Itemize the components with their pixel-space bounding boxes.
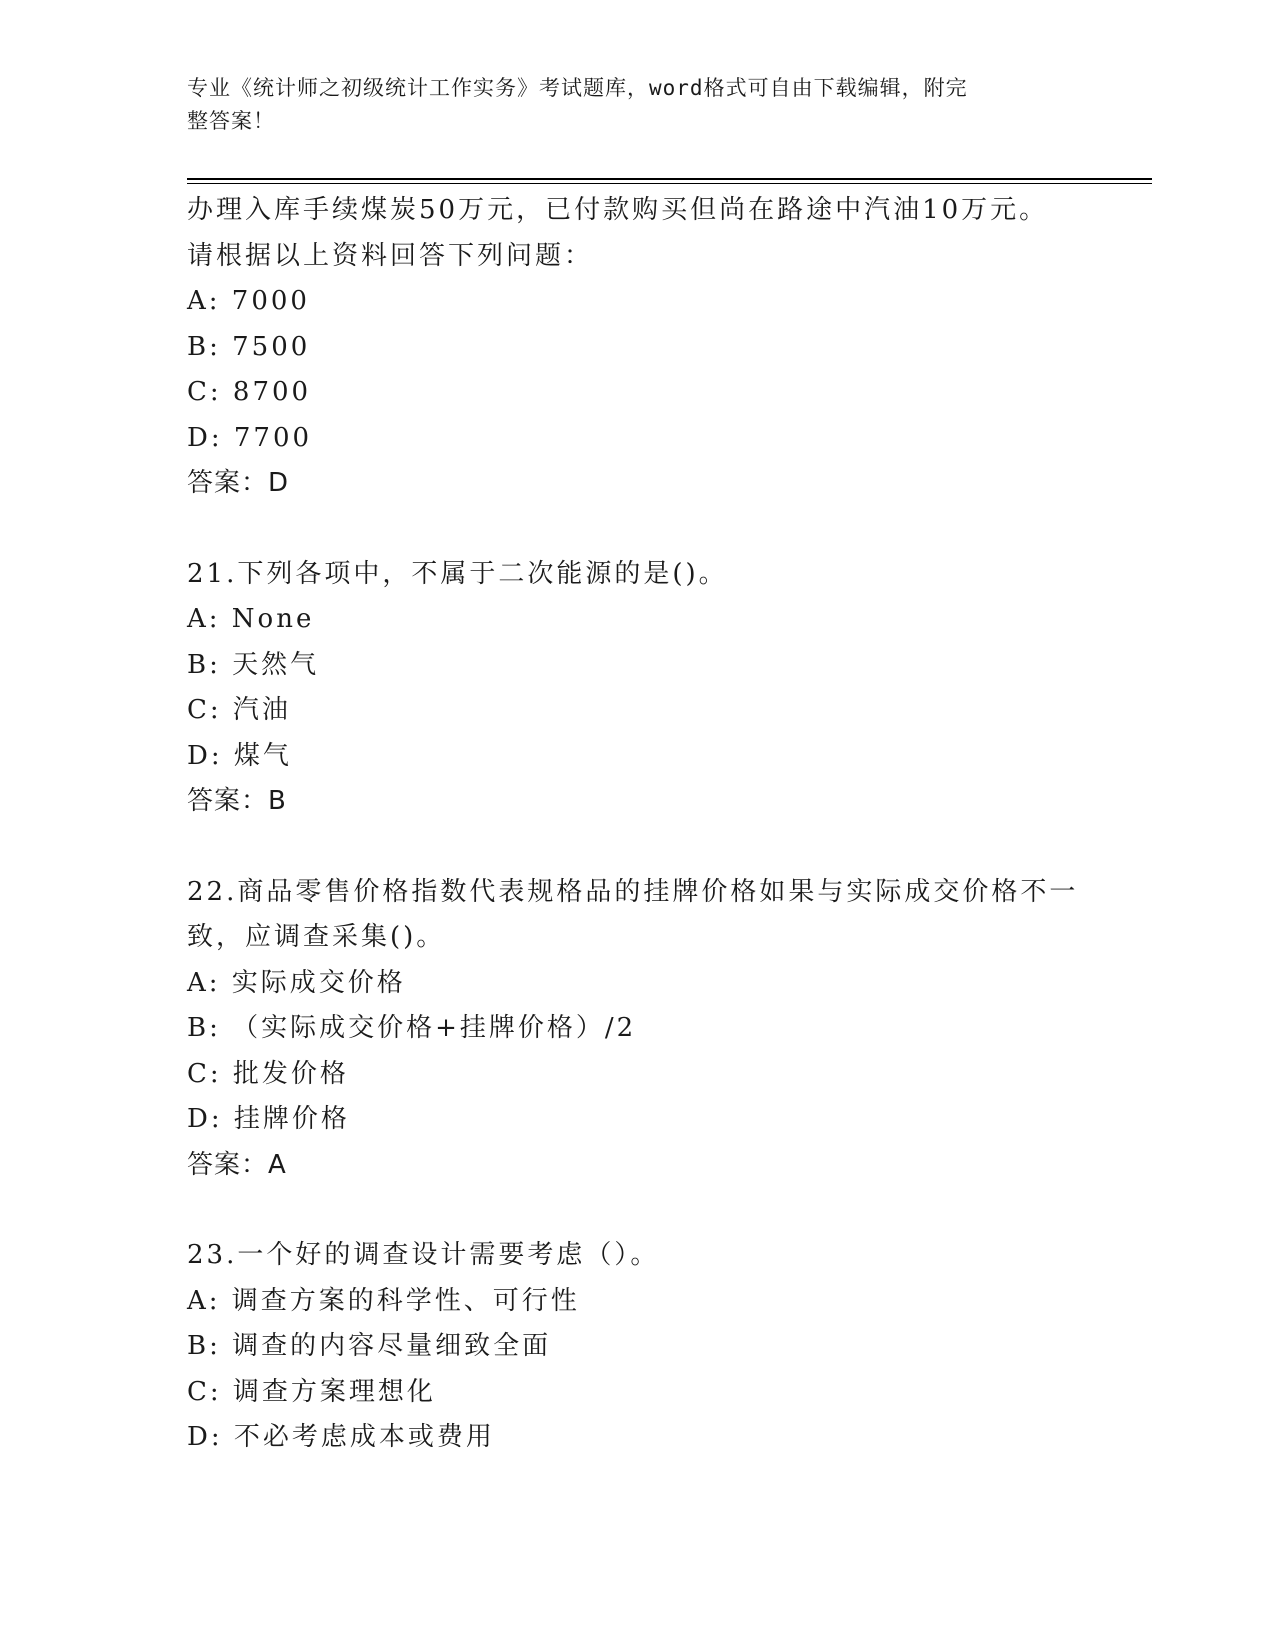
- question-20-option-b: B: 7500: [187, 331, 311, 362]
- question-21-stem: 21.下列各项中，不属于二次能源的是()。: [187, 558, 728, 589]
- spacer: [187, 1188, 1087, 1233]
- question-21-block: [187, 552, 1087, 825]
- question-22-option-a: A: 实际成交价格: [187, 967, 406, 998]
- spacer: [187, 825, 1087, 870]
- question-23-option-a: A: 调查方案的科学性、可行性: [187, 1285, 580, 1316]
- spacer: [187, 507, 1087, 552]
- question-21-answer: 答案：B: [187, 786, 287, 816]
- question-22-option-b: B: （实际成交价格+挂牌价格）/2: [187, 1013, 637, 1043]
- question-22-option-d: D: 挂牌价格: [187, 1104, 350, 1134]
- document-body: [187, 188, 1087, 1461]
- question-23-option-c: C: 调查方案理想化: [187, 1376, 436, 1407]
- document-header: [187, 72, 1067, 138]
- intro-text-line-1: 办理入库手续煤炭50万元，已付款购买但尚在路途中汽油10万元。: [187, 195, 1049, 225]
- question-21-option-b: B: 天然气: [187, 649, 320, 680]
- question-20-answer: 答案：D: [187, 468, 290, 498]
- header-title-line-1: 专业《统计师之初级统计工作实务》考试题库，word格式可自由下载编辑，附完: [187, 76, 968, 100]
- question-22-block: [187, 870, 1087, 1189]
- question-21-option-c: C: 汽油: [187, 695, 291, 725]
- question-22-answer: 答案：A: [187, 1149, 287, 1180]
- question-23-option-b: B: 调查的内容尽量细致全面: [187, 1331, 552, 1361]
- question-23-block: [187, 1233, 1087, 1461]
- question-20-option-d: D: 7700: [187, 422, 313, 453]
- question-20-option-a: A: 7000: [187, 286, 310, 316]
- question-23-stem: 23.一个好的调查设计需要考虑（）。: [187, 1240, 660, 1270]
- question-21-option-d: D: 煤气: [187, 740, 292, 771]
- question-22-stem-line-2: 致，应调查采集()。: [187, 922, 446, 952]
- question-20-option-c: C: 8700: [187, 377, 312, 407]
- question-22-option-c: C: 批发价格: [187, 1058, 349, 1089]
- intro-text-line-2: 请根据以上资料回答下列问题：: [187, 240, 594, 271]
- question-23-option-d: D: 不必考虑成本或费用: [187, 1422, 495, 1452]
- header-divider-thin: [187, 183, 1152, 184]
- header-divider-thick: [187, 178, 1152, 180]
- question-21-option-a: A: None: [187, 604, 315, 634]
- header-title-line-2: 整答案！: [187, 109, 275, 133]
- question-22-stem-line-1: 22.商品零售价格指数代表规格品的挂牌价格如果与实际成交价格不一: [187, 876, 1079, 907]
- question-20-block: [187, 279, 1087, 507]
